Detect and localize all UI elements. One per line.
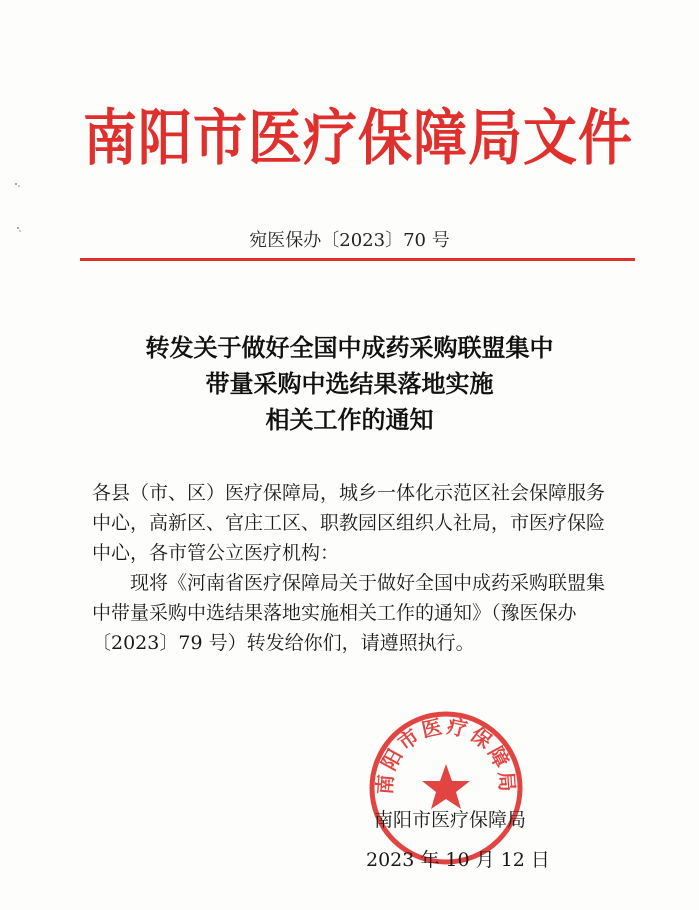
signature-org: 南阳市医疗保障局 [374,809,527,831]
document-body [92,478,622,658]
body-paragraph: 现将《河南省医疗保障局关于做好全国中成药采购联盟集中带量采购中选结果落地实施相关工作的通知》（豫医保办〔2023〕79 号）转发给你们，请遵照执行。 [92,572,606,654]
document-title [0,330,699,438]
title-line-2: 带量采购中选结果落地实施 [205,370,494,398]
signature-date: 2023 年 10 月 12 日 [366,849,550,871]
signature-block [366,800,566,880]
svg-text:南阳市医疗保障局: 南阳市医疗保障局 [372,713,520,796]
masthead-title: 南阳市医疗保障局文件 [83,102,633,173]
document-number: 宛医保办〔2023〕70 号 [249,230,450,251]
title-line-1: 转发关于做好全国中成药采购联盟集中 [145,334,554,362]
red-divider [80,258,635,261]
title-line-3: 相关工作的通知 [265,406,434,434]
scan-specks-icon [10,180,30,240]
recipients-text: 各县（市、区）医疗保障局，城乡一体化示范区社会保障服务中心，高新区、官庄工区、职教园区组织人社局，市医疗保险中心，各市管公立医疗机构： [92,482,606,564]
